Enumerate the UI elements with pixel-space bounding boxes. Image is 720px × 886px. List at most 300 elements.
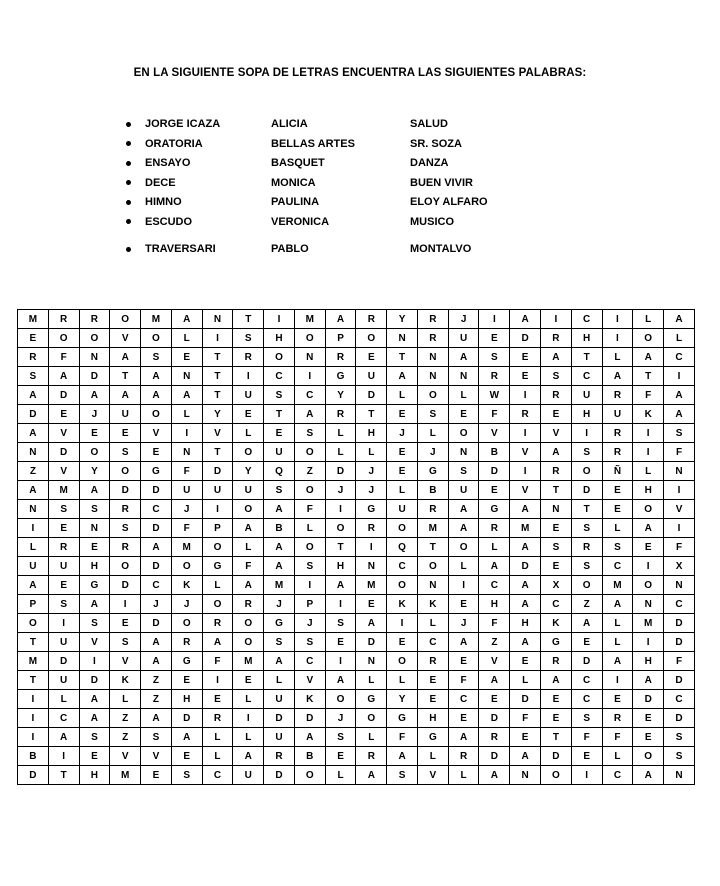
grid-cell[interactable]: E	[202, 690, 233, 709]
grid-cell[interactable]: D	[141, 614, 172, 633]
grid-cell[interactable]: N	[171, 443, 202, 462]
grid-cell[interactable]: R	[602, 386, 633, 405]
grid-cell[interactable]: S	[18, 367, 49, 386]
grid-cell[interactable]: T	[571, 348, 602, 367]
grid-cell[interactable]: I	[202, 500, 233, 519]
grid-cell[interactable]: D	[571, 652, 602, 671]
grid-cell[interactable]: L	[602, 614, 633, 633]
grid-cell[interactable]: I	[664, 367, 695, 386]
grid-cell[interactable]: U	[233, 481, 264, 500]
grid-cell[interactable]: V	[110, 652, 141, 671]
grid-cell[interactable]: O	[387, 519, 418, 538]
grid-cell[interactable]: A	[325, 671, 356, 690]
grid-cell[interactable]: P	[325, 329, 356, 348]
grid-cell[interactable]: Z	[141, 671, 172, 690]
grid-cell[interactable]: U	[264, 690, 295, 709]
grid-cell[interactable]: A	[448, 728, 479, 747]
grid-cell[interactable]: S	[141, 348, 172, 367]
grid-cell[interactable]: L	[325, 443, 356, 462]
grid-cell[interactable]: U	[571, 386, 602, 405]
grid-cell[interactable]: D	[541, 747, 572, 766]
grid-cell[interactable]: C	[541, 595, 572, 614]
grid-cell[interactable]: L	[325, 766, 356, 785]
grid-cell[interactable]: N	[510, 766, 541, 785]
grid-cell[interactable]: J	[264, 595, 295, 614]
grid-cell[interactable]: E	[541, 405, 572, 424]
grid-cell[interactable]: E	[448, 709, 479, 728]
grid-cell[interactable]: D	[664, 709, 695, 728]
grid-cell[interactable]: T	[48, 766, 79, 785]
grid-cell[interactable]: Z	[18, 462, 49, 481]
grid-cell[interactable]: L	[602, 519, 633, 538]
grid-cell[interactable]: R	[417, 329, 448, 348]
grid-cell[interactable]: L	[233, 538, 264, 557]
grid-cell[interactable]: L	[233, 690, 264, 709]
grid-cell[interactable]: C	[294, 652, 325, 671]
grid-cell[interactable]: M	[48, 481, 79, 500]
grid-cell[interactable]: T	[541, 728, 572, 747]
grid-cell[interactable]: D	[479, 462, 510, 481]
grid-cell[interactable]: C	[664, 348, 695, 367]
grid-cell[interactable]: A	[387, 747, 418, 766]
grid-cell[interactable]: S	[602, 538, 633, 557]
grid-cell[interactable]: O	[202, 595, 233, 614]
grid-cell[interactable]: I	[79, 652, 110, 671]
grid-cell[interactable]: D	[171, 709, 202, 728]
grid-cell[interactable]: R	[356, 519, 387, 538]
grid-cell[interactable]: A	[633, 519, 664, 538]
grid-cell[interactable]: R	[602, 424, 633, 443]
grid-cell[interactable]: O	[633, 576, 664, 595]
grid-cell[interactable]: V	[110, 329, 141, 348]
grid-cell[interactable]: S	[48, 595, 79, 614]
grid-cell[interactable]: E	[479, 690, 510, 709]
grid-cell[interactable]: R	[233, 595, 264, 614]
grid-cell[interactable]: L	[602, 348, 633, 367]
grid-cell[interactable]: I	[48, 747, 79, 766]
grid-cell[interactable]: N	[18, 500, 49, 519]
grid-cell[interactable]: D	[633, 690, 664, 709]
grid-cell[interactable]: L	[417, 424, 448, 443]
grid-cell[interactable]: A	[571, 614, 602, 633]
grid-cell[interactable]: N	[448, 367, 479, 386]
grid-cell[interactable]: R	[325, 348, 356, 367]
grid-cell[interactable]: S	[448, 462, 479, 481]
grid-cell[interactable]: T	[202, 443, 233, 462]
grid-cell[interactable]: V	[141, 424, 172, 443]
grid-cell[interactable]: B	[18, 747, 49, 766]
grid-cell[interactable]: U	[48, 633, 79, 652]
grid-cell[interactable]: A	[541, 671, 572, 690]
grid-cell[interactable]: S	[325, 728, 356, 747]
grid-cell[interactable]: O	[633, 500, 664, 519]
grid-cell[interactable]: T	[110, 367, 141, 386]
grid-cell[interactable]: L	[633, 462, 664, 481]
grid-cell[interactable]: C	[294, 386, 325, 405]
grid-cell[interactable]: L	[417, 614, 448, 633]
grid-cell[interactable]: I	[171, 424, 202, 443]
grid-cell[interactable]: J	[325, 709, 356, 728]
grid-cell[interactable]: I	[18, 709, 49, 728]
grid-cell[interactable]: H	[510, 614, 541, 633]
grid-cell[interactable]: A	[448, 633, 479, 652]
grid-cell[interactable]: A	[79, 481, 110, 500]
grid-cell[interactable]: N	[356, 557, 387, 576]
grid-cell[interactable]: B	[417, 481, 448, 500]
grid-cell[interactable]: E	[141, 443, 172, 462]
grid-cell[interactable]: S	[264, 481, 295, 500]
grid-cell[interactable]: R	[571, 538, 602, 557]
grid-cell[interactable]: H	[633, 652, 664, 671]
grid-cell[interactable]: F	[510, 709, 541, 728]
grid-cell[interactable]: O	[294, 329, 325, 348]
grid-cell[interactable]: A	[479, 557, 510, 576]
grid-cell[interactable]: S	[664, 424, 695, 443]
grid-cell[interactable]: G	[417, 728, 448, 747]
grid-cell[interactable]: C	[571, 671, 602, 690]
grid-cell[interactable]: F	[664, 538, 695, 557]
grid-cell[interactable]: O	[387, 576, 418, 595]
grid-cell[interactable]: H	[417, 709, 448, 728]
grid-cell[interactable]: R	[479, 728, 510, 747]
grid-cell[interactable]: E	[510, 348, 541, 367]
grid-cell[interactable]: E	[141, 766, 172, 785]
grid-cell[interactable]: A	[479, 766, 510, 785]
grid-cell[interactable]: D	[141, 481, 172, 500]
grid-cell[interactable]: K	[171, 576, 202, 595]
grid-cell[interactable]: U	[602, 405, 633, 424]
grid-cell[interactable]: F	[633, 386, 664, 405]
grid-cell[interactable]: A	[264, 557, 295, 576]
grid-cell[interactable]: C	[571, 310, 602, 329]
grid-cell[interactable]: J	[171, 595, 202, 614]
grid-cell[interactable]: U	[48, 671, 79, 690]
grid-cell[interactable]: L	[18, 538, 49, 557]
grid-cell[interactable]: A	[110, 386, 141, 405]
grid-cell[interactable]: C	[141, 500, 172, 519]
grid-cell[interactable]: N	[664, 766, 695, 785]
grid-cell[interactable]: S	[264, 633, 295, 652]
grid-cell[interactable]: C	[202, 766, 233, 785]
grid-cell[interactable]: A	[448, 519, 479, 538]
grid-cell[interactable]: I	[664, 519, 695, 538]
grid-cell[interactable]: O	[387, 652, 418, 671]
grid-cell[interactable]: A	[602, 595, 633, 614]
grid-cell[interactable]: V	[141, 747, 172, 766]
grid-cell[interactable]: O	[79, 443, 110, 462]
grid-cell[interactable]: O	[571, 462, 602, 481]
grid-cell[interactable]: S	[294, 633, 325, 652]
grid-cell[interactable]: S	[541, 538, 572, 557]
grid-cell[interactable]: G	[264, 614, 295, 633]
grid-cell[interactable]: A	[356, 614, 387, 633]
grid-cell[interactable]: J	[448, 310, 479, 329]
grid-cell[interactable]: L	[202, 747, 233, 766]
grid-cell[interactable]: A	[664, 405, 695, 424]
grid-cell[interactable]: I	[325, 652, 356, 671]
grid-cell[interactable]: R	[479, 519, 510, 538]
grid-cell[interactable]: M	[110, 766, 141, 785]
grid-cell[interactable]: A	[510, 500, 541, 519]
grid-cell[interactable]: I	[633, 443, 664, 462]
grid-cell[interactable]: A	[141, 709, 172, 728]
grid-cell[interactable]: T	[202, 367, 233, 386]
grid-cell[interactable]: R	[18, 348, 49, 367]
grid-cell[interactable]: K	[387, 595, 418, 614]
grid-cell[interactable]: A	[356, 766, 387, 785]
grid-cell[interactable]: S	[417, 405, 448, 424]
grid-cell[interactable]: A	[664, 386, 695, 405]
grid-cell[interactable]: H	[79, 766, 110, 785]
grid-cell[interactable]: C	[571, 367, 602, 386]
grid-cell[interactable]: U	[356, 367, 387, 386]
grid-cell[interactable]: I	[264, 310, 295, 329]
grid-cell[interactable]: B	[479, 443, 510, 462]
grid-cell[interactable]: E	[571, 747, 602, 766]
grid-cell[interactable]: N	[417, 576, 448, 595]
grid-cell[interactable]: A	[510, 747, 541, 766]
grid-cell[interactable]: E	[541, 690, 572, 709]
grid-cell[interactable]: R	[48, 310, 79, 329]
grid-cell[interactable]: O	[448, 538, 479, 557]
grid-cell[interactable]: L	[602, 633, 633, 652]
grid-cell[interactable]: S	[233, 329, 264, 348]
grid-cell[interactable]: A	[510, 595, 541, 614]
grid-cell[interactable]: D	[18, 766, 49, 785]
grid-cell[interactable]: C	[448, 690, 479, 709]
grid-cell[interactable]: L	[417, 747, 448, 766]
grid-cell[interactable]: M	[602, 576, 633, 595]
grid-cell[interactable]: S	[387, 766, 418, 785]
grid-cell[interactable]: G	[171, 652, 202, 671]
grid-cell[interactable]: A	[325, 576, 356, 595]
grid-cell[interactable]: A	[633, 348, 664, 367]
grid-cell[interactable]: K	[541, 614, 572, 633]
grid-cell[interactable]: X	[664, 557, 695, 576]
grid-cell[interactable]: E	[541, 709, 572, 728]
grid-cell[interactable]: I	[602, 310, 633, 329]
grid-cell[interactable]: A	[110, 348, 141, 367]
grid-cell[interactable]: E	[387, 462, 418, 481]
grid-cell[interactable]: L	[233, 424, 264, 443]
grid-cell[interactable]: A	[479, 671, 510, 690]
grid-cell[interactable]: E	[264, 424, 295, 443]
grid-cell[interactable]: R	[110, 538, 141, 557]
grid-cell[interactable]: A	[541, 443, 572, 462]
grid-cell[interactable]: T	[417, 538, 448, 557]
grid-cell[interactable]: M	[141, 310, 172, 329]
grid-cell[interactable]: L	[448, 557, 479, 576]
grid-cell[interactable]: T	[356, 405, 387, 424]
grid-cell[interactable]: F	[387, 728, 418, 747]
grid-cell[interactable]: D	[110, 481, 141, 500]
grid-cell[interactable]: O	[448, 424, 479, 443]
grid-cell[interactable]: R	[602, 709, 633, 728]
grid-cell[interactable]: K	[294, 690, 325, 709]
grid-cell[interactable]: G	[79, 576, 110, 595]
grid-cell[interactable]: H	[79, 557, 110, 576]
grid-cell[interactable]: O	[110, 462, 141, 481]
grid-cell[interactable]: E	[48, 405, 79, 424]
grid-cell[interactable]: A	[171, 386, 202, 405]
grid-cell[interactable]: R	[417, 500, 448, 519]
grid-cell[interactable]: E	[633, 709, 664, 728]
grid-cell[interactable]: L	[664, 329, 695, 348]
grid-cell[interactable]: M	[510, 519, 541, 538]
grid-cell[interactable]: D	[356, 633, 387, 652]
grid-cell[interactable]: H	[171, 690, 202, 709]
grid-cell[interactable]: V	[479, 424, 510, 443]
grid-cell[interactable]: J	[294, 614, 325, 633]
grid-cell[interactable]: L	[479, 538, 510, 557]
grid-cell[interactable]: I	[633, 633, 664, 652]
grid-cell[interactable]: N	[541, 500, 572, 519]
grid-cell[interactable]: A	[510, 310, 541, 329]
grid-cell[interactable]: I	[325, 500, 356, 519]
grid-cell[interactable]: N	[79, 519, 110, 538]
grid-cell[interactable]: L	[325, 424, 356, 443]
grid-cell[interactable]: C	[664, 690, 695, 709]
grid-cell[interactable]: D	[264, 709, 295, 728]
grid-cell[interactable]: R	[417, 310, 448, 329]
grid-cell[interactable]: J	[79, 405, 110, 424]
grid-cell[interactable]: D	[79, 367, 110, 386]
grid-cell[interactable]: E	[171, 747, 202, 766]
grid-cell[interactable]: A	[18, 576, 49, 595]
grid-cell[interactable]: C	[571, 690, 602, 709]
grid-cell[interactable]: D	[141, 557, 172, 576]
grid-cell[interactable]: D	[48, 652, 79, 671]
grid-cell[interactable]: G	[141, 462, 172, 481]
grid-cell[interactable]: Y	[233, 462, 264, 481]
grid-cell[interactable]: Z	[110, 709, 141, 728]
grid-cell[interactable]: A	[48, 367, 79, 386]
grid-cell[interactable]: O	[325, 519, 356, 538]
grid-cell[interactable]: I	[510, 462, 541, 481]
grid-cell[interactable]: V	[417, 766, 448, 785]
grid-cell[interactable]: G	[387, 709, 418, 728]
grid-cell[interactable]: I	[48, 614, 79, 633]
grid-cell[interactable]: R	[448, 747, 479, 766]
grid-cell[interactable]: E	[79, 538, 110, 557]
grid-cell[interactable]: A	[633, 671, 664, 690]
grid-cell[interactable]: L	[602, 747, 633, 766]
grid-cell[interactable]: F	[171, 462, 202, 481]
grid-cell[interactable]: F	[171, 519, 202, 538]
grid-cell[interactable]: C	[387, 557, 418, 576]
grid-cell[interactable]: A	[664, 310, 695, 329]
grid-cell[interactable]: D	[510, 557, 541, 576]
grid-cell[interactable]: I	[387, 614, 418, 633]
grid-cell[interactable]: I	[202, 671, 233, 690]
grid-cell[interactable]: E	[387, 633, 418, 652]
grid-cell[interactable]: A	[387, 367, 418, 386]
grid-cell[interactable]: A	[233, 747, 264, 766]
grid-cell[interactable]: L	[48, 690, 79, 709]
grid-cell[interactable]: J	[356, 481, 387, 500]
grid-cell[interactable]: A	[633, 766, 664, 785]
grid-cell[interactable]: N	[356, 652, 387, 671]
grid-cell[interactable]: O	[18, 614, 49, 633]
grid-cell[interactable]: N	[171, 367, 202, 386]
grid-cell[interactable]: E	[448, 405, 479, 424]
grid-cell[interactable]: S	[294, 557, 325, 576]
grid-cell[interactable]: O	[264, 348, 295, 367]
grid-cell[interactable]: D	[479, 709, 510, 728]
grid-cell[interactable]: F	[202, 652, 233, 671]
grid-cell[interactable]: S	[571, 443, 602, 462]
grid-cell[interactable]: D	[79, 671, 110, 690]
grid-cell[interactable]: A	[510, 576, 541, 595]
grid-cell[interactable]: R	[264, 747, 295, 766]
grid-cell[interactable]: A	[18, 386, 49, 405]
grid-cell[interactable]: P	[294, 595, 325, 614]
grid-cell[interactable]: F	[479, 614, 510, 633]
grid-cell[interactable]: S	[110, 633, 141, 652]
grid-cell[interactable]: E	[479, 481, 510, 500]
grid-cell[interactable]: S	[479, 348, 510, 367]
grid-cell[interactable]: F	[479, 405, 510, 424]
grid-cell[interactable]: P	[18, 595, 49, 614]
grid-cell[interactable]: A	[18, 424, 49, 443]
grid-cell[interactable]: I	[510, 424, 541, 443]
grid-cell[interactable]: C	[264, 367, 295, 386]
grid-cell[interactable]: B	[264, 519, 295, 538]
grid-cell[interactable]: E	[171, 671, 202, 690]
grid-cell[interactable]: R	[110, 500, 141, 519]
grid-cell[interactable]: L	[510, 671, 541, 690]
grid-cell[interactable]: Ñ	[602, 462, 633, 481]
grid-cell[interactable]: I	[479, 310, 510, 329]
grid-cell[interactable]: J	[325, 481, 356, 500]
grid-cell[interactable]: A	[541, 348, 572, 367]
grid-cell[interactable]: A	[510, 538, 541, 557]
grid-cell[interactable]: N	[202, 310, 233, 329]
grid-cell[interactable]: E	[417, 690, 448, 709]
grid-cell[interactable]: M	[633, 614, 664, 633]
grid-cell[interactable]: T	[202, 386, 233, 405]
grid-cell[interactable]: E	[602, 690, 633, 709]
grid-cell[interactable]: I	[18, 728, 49, 747]
grid-cell[interactable]: H	[325, 557, 356, 576]
grid-cell[interactable]: V	[664, 500, 695, 519]
grid-cell[interactable]: S	[571, 709, 602, 728]
grid-cell[interactable]: L	[202, 728, 233, 747]
grid-cell[interactable]: Y	[387, 690, 418, 709]
grid-cell[interactable]: O	[294, 481, 325, 500]
grid-cell[interactable]: G	[325, 367, 356, 386]
grid-cell[interactable]: A	[171, 310, 202, 329]
grid-cell[interactable]: J	[171, 500, 202, 519]
grid-cell[interactable]: H	[479, 595, 510, 614]
grid-cell[interactable]: C	[602, 557, 633, 576]
grid-cell[interactable]: I	[633, 557, 664, 576]
grid-cell[interactable]: L	[356, 728, 387, 747]
grid-cell[interactable]: M	[171, 538, 202, 557]
grid-cell[interactable]: S	[664, 747, 695, 766]
grid-cell[interactable]: L	[356, 443, 387, 462]
grid-cell[interactable]: D	[664, 633, 695, 652]
grid-cell[interactable]: V	[48, 462, 79, 481]
grid-cell[interactable]: R	[48, 538, 79, 557]
grid-cell[interactable]: I	[294, 367, 325, 386]
grid-cell[interactable]: L	[110, 690, 141, 709]
grid-cell[interactable]: F	[48, 348, 79, 367]
grid-cell[interactable]: E	[356, 348, 387, 367]
grid-cell[interactable]: E	[79, 747, 110, 766]
grid-cell[interactable]: C	[48, 709, 79, 728]
grid-cell[interactable]: N	[387, 329, 418, 348]
